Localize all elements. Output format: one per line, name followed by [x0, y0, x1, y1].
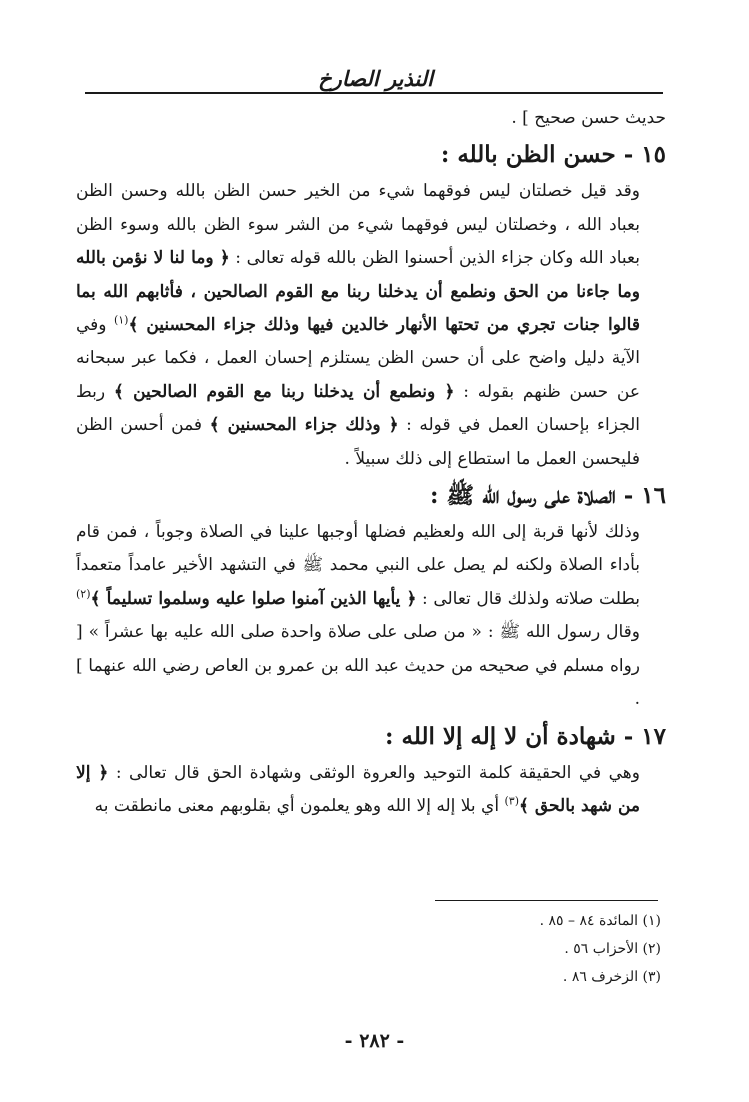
- footnote-marker: (٢): [76, 587, 91, 601]
- footnote-3: (٣) الزخرف ٨٦ .: [562, 969, 661, 985]
- section-heading-17: ١٧ - شهادة أن لا إله إلا الله :: [385, 722, 666, 750]
- page-number: - ٢٨٢ -: [344, 1030, 405, 1052]
- paragraph-testimony: [76, 757, 666, 824]
- footnote-2: (٢) الأحزاب ٥٦ .: [564, 941, 661, 957]
- section-heading-15: ١٥ - حسن الظن بالله :: [440, 141, 666, 169]
- paragraph-good-opinion: [76, 175, 666, 476]
- running-title: النذير الصارخ: [308, 66, 443, 91]
- paragraph-text: وقد قيل خصلتان ليس فوقهما شيء من الخير حسن الظن بالله وحسن الظن بعباد الله ، وخصلتان ليس فوقهما شيء من الشر سوء الظن بالله وسوء الظن بعباد الله وكان جزاء الذين أحسنوا الظن بالله قوله تعالى :: [76, 181, 640, 269]
- paragraph-text: وذلك لأنها قربة إلى الله ولعظيم فضلها أوجبها علينا في الصلاة وجوباً ، فمن قام بأداء الصلاة ولكنه لم يصل على النبي محمد ﷺ في التشهد الأخير عامداً متعمداً بطلت صلاته ولذلك قال تعالى :: [76, 522, 640, 609]
- paragraph-prayer: [76, 516, 666, 716]
- footnote-marker: (٣): [504, 794, 519, 808]
- paragraph-text: وهي في الحقيقة كلمة التوحيد والعروة الوثقى وشهادة الحق قال تعالى :: [108, 762, 640, 783]
- body-text: [76, 102, 666, 823]
- header-rule: [85, 92, 663, 94]
- footnote-1: (١) المائدة ٨٤ – ٨٥ .: [539, 913, 661, 929]
- paragraph-text: أي بلا إله إلا الله وهو يعلمون أي بقلوبهم معنى مانطقت به: [94, 795, 505, 816]
- quran-verse: ﴿ وذلك جزاء المحسنين ﴾: [209, 415, 399, 436]
- footnote-divider: [435, 900, 658, 901]
- paragraph-text: وفي الآية دليل واضح على أن حسن الظن يستلزم إحسان العمل ، فكما عبر سبحانه عن حسن ظنهم بقوله :: [76, 315, 641, 402]
- quran-verse: ﴿ ونطمع أن يدخلنا ربنا مع القوم الصالحين ﴾: [113, 381, 455, 402]
- footnotes: [361, 907, 661, 991]
- quran-verse: ﴿ يأيها الذين آمنوا صلوا عليه وسلموا تسليماً ﴾: [90, 588, 417, 609]
- quran-verse: ﴿ إلا من شهد بالحق ﴾: [76, 762, 640, 816]
- quran-verse: ﴿ وما لنا لا نؤمن بالله وما جاءنا من الحق ونطمع أن يدخلنا ربنا مع القوم الصالحين ، فأثابهم الله بما قالوا جنات تجري من تحتها الأنهار خالدين فيها وذلك جزاء المحسنين ﴾: [76, 248, 640, 336]
- running-header: [85, 62, 663, 98]
- paragraph-text: ربط الجزاء بإحسان العمل في قوله :: [76, 381, 641, 436]
- section-heading-16: ١٦ - الصلاة على رسول الله ﷺ :: [429, 482, 666, 510]
- paragraph-text: فمن أحسن الظن فليحسن العمل ما استطاع إلى ذلك سبيلاً .: [76, 415, 640, 469]
- footnote-marker: (١): [113, 313, 129, 327]
- paragraph-continuation: حديث حسن صحيح ] .: [511, 108, 666, 128]
- paragraph-text: وقال رسول الله ﷺ : « من صلى على صلاة واحدة صلى الله عليه بها عشراً » [ رواه مسلم في صحيحه من حديث عبد الله بن عمرو بن العاص رضي الله عنهما ] .: [76, 622, 640, 710]
